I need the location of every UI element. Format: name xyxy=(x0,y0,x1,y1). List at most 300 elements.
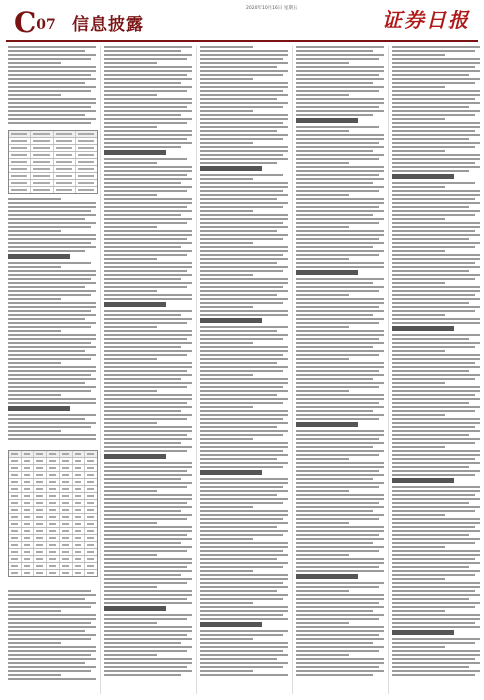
text-line xyxy=(200,154,283,156)
table-cell xyxy=(22,479,35,485)
text-line xyxy=(200,142,253,144)
text-line xyxy=(392,322,480,324)
text-line xyxy=(200,290,288,292)
table-row xyxy=(9,131,97,138)
table-cell xyxy=(34,507,47,513)
text-line xyxy=(200,206,283,208)
text-line xyxy=(104,634,187,636)
table-cell xyxy=(34,479,47,485)
text-line xyxy=(104,378,181,380)
text-line xyxy=(392,554,480,556)
text-line xyxy=(104,234,192,236)
text-line xyxy=(104,434,187,436)
text-line xyxy=(8,658,96,660)
text-line xyxy=(200,126,288,128)
table-cell xyxy=(9,507,22,513)
text-line xyxy=(8,630,85,632)
text-line xyxy=(104,58,187,60)
table-cell xyxy=(85,465,97,471)
text-line xyxy=(392,202,480,204)
text-line xyxy=(8,50,85,52)
text-line xyxy=(8,402,96,404)
text-line xyxy=(200,382,288,384)
text-line xyxy=(200,182,288,184)
text-line xyxy=(200,458,277,460)
text-line xyxy=(392,94,480,96)
text-line xyxy=(296,410,373,412)
text-line xyxy=(296,462,384,464)
table-cell xyxy=(60,493,73,499)
text-line xyxy=(200,546,288,548)
text-line xyxy=(8,634,96,636)
text-line xyxy=(200,294,277,296)
text-line xyxy=(392,506,480,508)
text-line xyxy=(200,670,253,672)
text-line xyxy=(296,218,384,220)
text-line xyxy=(200,638,253,640)
text-line xyxy=(296,294,349,296)
text-line xyxy=(8,654,91,656)
text-line xyxy=(8,290,96,292)
text-line xyxy=(200,106,283,108)
text-line xyxy=(200,442,288,444)
text-line xyxy=(200,114,288,116)
text-line xyxy=(392,630,454,635)
text-line xyxy=(200,62,288,64)
text-line xyxy=(200,506,253,508)
text-line xyxy=(8,302,96,304)
text-line xyxy=(8,198,61,200)
table-cell xyxy=(47,479,60,485)
text-line xyxy=(200,166,262,171)
text-line xyxy=(8,66,96,68)
text-line xyxy=(200,558,277,560)
text-line xyxy=(296,314,373,316)
text-line xyxy=(200,94,288,96)
text-line xyxy=(200,234,288,236)
table-row xyxy=(9,521,97,528)
text-line xyxy=(296,50,373,52)
table-cell xyxy=(85,563,97,569)
table-cell xyxy=(22,486,35,492)
text-line xyxy=(104,318,192,320)
text-line xyxy=(296,138,384,140)
table-cell xyxy=(60,521,73,527)
table-row xyxy=(9,493,97,500)
text-line xyxy=(200,70,288,72)
text-line xyxy=(104,98,192,100)
table-row xyxy=(9,535,97,542)
text-line xyxy=(296,262,384,264)
table-row xyxy=(9,570,97,576)
table-cell xyxy=(73,556,86,562)
table-cell xyxy=(60,479,73,485)
table-cell xyxy=(34,486,47,492)
text-line xyxy=(104,214,181,216)
table-cell xyxy=(76,173,97,179)
text-line xyxy=(296,662,384,664)
text-line xyxy=(104,66,192,68)
table-cell xyxy=(73,563,86,569)
table-row xyxy=(9,166,97,173)
text-line xyxy=(200,550,283,552)
text-line xyxy=(296,130,349,132)
page-num: 07 xyxy=(36,17,56,33)
text-line xyxy=(392,366,480,368)
table-cell xyxy=(22,493,35,499)
table-cell xyxy=(85,542,97,548)
text-line xyxy=(296,658,384,660)
text-line xyxy=(200,246,288,248)
text-line xyxy=(200,594,288,596)
text-line xyxy=(296,554,349,556)
text-line xyxy=(296,174,379,176)
text-line xyxy=(296,326,349,328)
text-line xyxy=(200,454,288,456)
text-line xyxy=(200,82,288,84)
text-line xyxy=(296,610,373,612)
text-line xyxy=(392,286,480,288)
text-line xyxy=(392,586,480,588)
text-line xyxy=(8,622,91,624)
text-line xyxy=(296,234,384,236)
table-cell xyxy=(9,187,31,193)
table-cell xyxy=(73,500,86,506)
table-cell xyxy=(85,500,97,506)
table-cell xyxy=(9,138,31,144)
text-line xyxy=(296,474,384,476)
text-line xyxy=(200,310,288,312)
text-line xyxy=(392,46,480,48)
table-cell xyxy=(9,570,22,576)
table-cell xyxy=(60,556,73,562)
text-line xyxy=(104,198,192,200)
table-cell xyxy=(47,521,60,527)
text-line xyxy=(200,306,253,308)
text-line xyxy=(392,62,480,64)
text-line xyxy=(296,58,379,60)
text-line xyxy=(296,182,373,184)
text-line xyxy=(8,226,91,228)
table-row xyxy=(9,138,97,145)
text-line xyxy=(296,162,349,164)
text-line xyxy=(104,534,187,536)
text-line xyxy=(296,354,379,356)
text-line xyxy=(392,82,475,84)
table-row xyxy=(9,145,97,152)
text-line xyxy=(392,622,475,624)
text-line xyxy=(296,126,379,128)
text-line xyxy=(104,338,187,340)
text-line xyxy=(296,210,384,212)
table-cell xyxy=(31,145,53,151)
text-line xyxy=(200,610,288,612)
text-line xyxy=(104,314,181,316)
text-line xyxy=(200,302,283,304)
text-line xyxy=(392,130,475,132)
text-line xyxy=(392,446,445,448)
text-line xyxy=(296,650,379,652)
text-line xyxy=(8,90,91,92)
table-cell xyxy=(73,528,86,534)
text-line xyxy=(296,394,384,396)
text-line xyxy=(296,646,384,648)
table-cell xyxy=(60,563,73,569)
text-line xyxy=(392,146,475,148)
table-cell xyxy=(73,451,86,457)
text-line xyxy=(8,646,96,648)
text-line xyxy=(200,150,288,152)
text-line xyxy=(200,326,288,328)
text-line xyxy=(296,582,384,584)
text-line xyxy=(392,246,475,248)
text-line xyxy=(104,186,192,188)
text-line xyxy=(8,234,96,236)
table-cell xyxy=(9,486,22,492)
text-line xyxy=(8,106,91,108)
table-cell xyxy=(22,535,35,541)
page-number xyxy=(14,6,56,39)
table-cell xyxy=(76,180,97,186)
text-line xyxy=(392,90,480,92)
text-line xyxy=(104,374,192,376)
table-cell xyxy=(22,465,35,471)
column-4 xyxy=(296,46,384,694)
column-divider xyxy=(196,46,197,694)
table-cell xyxy=(31,166,53,172)
text-line xyxy=(200,542,288,544)
text-line xyxy=(392,570,480,572)
text-line xyxy=(392,398,480,400)
text-line xyxy=(200,122,283,124)
text-line xyxy=(296,78,384,80)
text-line xyxy=(200,618,288,620)
text-line xyxy=(104,578,192,580)
text-line xyxy=(392,102,480,104)
text-line xyxy=(200,562,288,564)
table-cell xyxy=(9,535,22,541)
text-line xyxy=(392,502,469,504)
text-line xyxy=(296,302,384,304)
text-line xyxy=(8,274,96,276)
text-line xyxy=(296,590,349,592)
table-cell xyxy=(9,472,22,478)
text-line xyxy=(392,334,480,336)
text-line xyxy=(104,674,181,676)
text-line xyxy=(104,406,192,408)
table-row xyxy=(9,563,97,570)
text-line xyxy=(200,138,283,140)
text-line xyxy=(200,162,277,164)
text-line xyxy=(104,658,192,660)
text-line xyxy=(392,162,475,164)
text-line xyxy=(200,414,288,416)
text-line xyxy=(104,286,187,288)
text-line xyxy=(392,358,480,360)
text-line xyxy=(8,210,91,212)
text-line xyxy=(104,294,192,296)
text-line xyxy=(392,158,480,160)
text-line xyxy=(296,654,349,656)
text-line xyxy=(392,218,445,220)
text-line xyxy=(104,366,192,368)
text-line xyxy=(296,430,384,432)
text-line xyxy=(104,502,187,504)
text-line xyxy=(296,542,373,544)
text-line xyxy=(8,350,85,352)
text-line xyxy=(392,74,469,76)
text-line xyxy=(200,666,283,668)
text-line xyxy=(296,566,379,568)
table-cell xyxy=(34,500,47,506)
text-line xyxy=(8,610,61,612)
text-line xyxy=(392,154,480,156)
table-cell xyxy=(73,570,86,576)
text-line xyxy=(200,378,288,380)
text-line xyxy=(104,390,157,392)
text-line xyxy=(200,598,283,600)
text-line xyxy=(296,214,373,216)
table-row xyxy=(9,486,97,493)
table-cell xyxy=(76,159,97,165)
text-line xyxy=(392,650,480,652)
table-cell xyxy=(54,180,76,186)
table-cell xyxy=(34,549,47,555)
text-line xyxy=(296,238,379,240)
text-line xyxy=(104,334,192,336)
text-line xyxy=(104,594,192,596)
text-line xyxy=(104,206,187,208)
text-line xyxy=(104,194,157,196)
text-line xyxy=(296,306,379,308)
text-line xyxy=(296,86,384,88)
text-line xyxy=(392,582,480,584)
text-line xyxy=(392,346,475,348)
text-line xyxy=(8,342,91,344)
table-cell xyxy=(73,479,86,485)
text-line xyxy=(200,526,277,528)
text-line xyxy=(392,646,445,648)
text-line xyxy=(296,190,379,192)
text-line xyxy=(200,430,288,432)
text-line xyxy=(104,450,187,452)
text-line xyxy=(296,82,373,84)
text-line xyxy=(104,262,192,264)
table-row xyxy=(9,472,97,479)
text-line xyxy=(200,674,288,676)
text-line xyxy=(104,614,192,616)
text-line xyxy=(296,246,373,248)
text-line xyxy=(296,198,384,200)
text-line xyxy=(8,222,96,224)
text-line xyxy=(392,370,469,372)
text-line xyxy=(296,622,349,624)
text-line xyxy=(8,590,91,592)
text-line xyxy=(392,490,480,492)
text-line xyxy=(296,562,384,564)
table-cell xyxy=(60,451,73,457)
text-line xyxy=(296,502,379,504)
text-line xyxy=(392,618,480,620)
text-line xyxy=(200,266,288,268)
text-line xyxy=(8,70,96,72)
text-line xyxy=(296,414,384,416)
table-cell xyxy=(60,549,73,555)
text-line xyxy=(392,574,475,576)
text-line xyxy=(104,134,192,136)
text-line xyxy=(104,330,192,332)
table-cell xyxy=(76,131,97,137)
table-cell xyxy=(31,131,53,137)
text-line xyxy=(200,438,253,440)
text-line xyxy=(296,278,384,280)
data-table xyxy=(8,130,98,194)
table-cell xyxy=(85,458,97,464)
text-line xyxy=(296,150,373,152)
table-cell xyxy=(22,458,35,464)
table-cell xyxy=(31,173,53,179)
text-line xyxy=(296,630,384,632)
text-line xyxy=(8,678,96,680)
text-line xyxy=(392,206,469,208)
text-line xyxy=(296,358,349,360)
text-line xyxy=(296,194,349,196)
table-cell xyxy=(85,549,97,555)
table-cell xyxy=(34,542,47,548)
text-line xyxy=(104,78,192,80)
table-cell xyxy=(47,493,60,499)
text-line xyxy=(200,278,288,280)
table-cell xyxy=(85,528,97,534)
text-line xyxy=(8,246,96,248)
text-line xyxy=(200,386,283,388)
text-line xyxy=(296,254,379,256)
table-cell xyxy=(47,563,60,569)
text-line xyxy=(8,46,96,48)
text-line xyxy=(392,662,480,664)
text-line xyxy=(104,222,187,224)
column-divider xyxy=(292,46,293,694)
text-line xyxy=(392,126,480,128)
text-line xyxy=(104,418,187,420)
text-line xyxy=(392,666,469,668)
text-line xyxy=(200,118,288,120)
table-cell xyxy=(22,549,35,555)
table-cell xyxy=(85,570,97,576)
table-row xyxy=(9,479,97,486)
text-line xyxy=(104,90,187,92)
text-line xyxy=(104,442,181,444)
text-line xyxy=(104,242,192,244)
table-cell xyxy=(9,549,22,555)
text-line xyxy=(8,62,61,64)
table-cell xyxy=(60,458,73,464)
text-line xyxy=(392,514,445,516)
table-cell xyxy=(9,451,22,457)
text-line xyxy=(104,430,192,432)
table-cell xyxy=(60,528,73,534)
table-row xyxy=(9,528,97,535)
text-line xyxy=(8,666,96,668)
table-cell xyxy=(47,542,60,548)
text-line xyxy=(104,278,181,280)
text-line xyxy=(392,454,480,456)
text-line xyxy=(104,562,192,564)
text-line xyxy=(8,430,61,432)
text-line xyxy=(104,210,192,212)
text-line xyxy=(104,490,157,492)
text-line xyxy=(200,242,253,244)
